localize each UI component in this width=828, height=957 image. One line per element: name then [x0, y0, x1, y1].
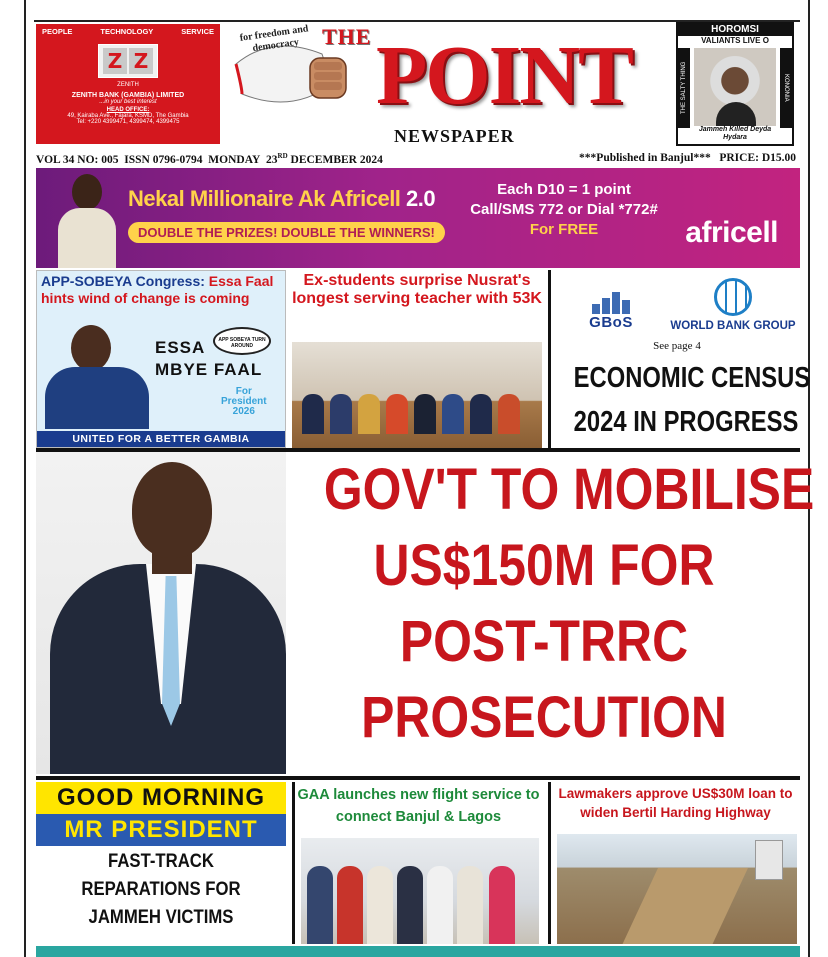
lead-line2: US$150M FOR [373, 533, 715, 598]
issue-issn: ISSN 0796-0794 [124, 153, 203, 166]
sobeya-portrait-suit [45, 367, 149, 429]
loan-photo [557, 834, 797, 944]
sobeya-name-line2: MBYE FAAL [155, 360, 263, 379]
gbos-bars-icon [563, 290, 659, 314]
teaser-nusrat[interactable] [292, 270, 542, 448]
masthead-subtitle: NEWSPAPER [394, 126, 515, 146]
editorial-line2: MR PRESIDENT [36, 814, 286, 846]
zenith-logo [98, 44, 158, 78]
ad-headline [128, 186, 435, 212]
globe-icon [714, 278, 752, 316]
horomsi-side-right: KONONIA [780, 48, 792, 128]
photo-person [457, 866, 483, 944]
census-line2: 2024 IN PROGRESS [573, 406, 799, 438]
issue-weekday: MONDAY [208, 153, 261, 166]
horomsi-column[interactable] [676, 22, 794, 146]
newspaper-page [24, 0, 815, 957]
photo-person [367, 866, 393, 944]
photo-person [386, 394, 408, 434]
gbos-logo [563, 290, 659, 331]
horomsi-photo [694, 48, 776, 126]
photo-person [427, 866, 453, 944]
lead-headline [288, 452, 815, 756]
sobeya-year: 2026 [232, 406, 255, 417]
issue-day: 23 [266, 153, 278, 166]
sobeya-portrait-head [71, 325, 111, 371]
bank-slogan: ...in your best interest [99, 99, 157, 105]
horomsi-caption: Jammeh Killed Deyda Hydara [698, 126, 772, 141]
bottom-row [36, 782, 800, 944]
zenith-logo-label: ZENITH [117, 82, 139, 88]
africell-ad[interactable] [36, 168, 800, 268]
lead-photo-head [132, 462, 212, 558]
sobeya-for: For [235, 386, 252, 397]
sobeya-label: APP-SOBEYA Congress: [41, 273, 205, 289]
photo-person [330, 394, 352, 434]
worldbank-logo [663, 278, 803, 332]
sobeya-president: President [221, 396, 267, 407]
editorial-sub1: FAST-TRACK [108, 851, 214, 872]
photo-person [337, 866, 363, 944]
editorial-good-morning[interactable] [36, 782, 286, 944]
lead-line1: GOV'T TO MOBILISE [323, 457, 815, 522]
tag-people: PEOPLE [42, 27, 73, 36]
photo-person [302, 394, 324, 434]
issue-volume-number: VOL 34 NO: 005 [36, 153, 119, 166]
loan-photo-building [755, 840, 783, 880]
gaa-photo [301, 838, 539, 944]
teaser-census[interactable] [548, 270, 811, 448]
editorial-sub3: JAMMEH VICTIMS [88, 907, 234, 928]
ad-model-head [72, 174, 102, 210]
ad-offer [454, 180, 674, 240]
sobeya-president-tag [221, 387, 267, 417]
horomsi-side-left: THE SALTY THING [678, 48, 690, 128]
masthead-the: THE [322, 24, 372, 49]
bank-phone: Tel: +220 4399471, 4399474, 4399475 [76, 119, 180, 125]
masthead [226, 22, 666, 148]
issue-volume [36, 152, 383, 166]
sobeya-name-line1: ESSA [155, 338, 206, 357]
lead-photo [36, 452, 286, 774]
lead-line4: PROSECUTION [361, 685, 727, 750]
photo-person [307, 866, 333, 944]
lead-line3: POST-TRRC [399, 609, 689, 674]
zenith-logo-z2: Z [129, 48, 153, 74]
photo-person [442, 394, 464, 434]
photo-person [498, 394, 520, 434]
sobeya-candidate-name [155, 337, 262, 381]
loan-headline: Lawmakers approve US$30M loan to widen Bertil Harding Highway [558, 786, 793, 820]
divider [36, 776, 800, 780]
loan-photo-road [616, 868, 748, 944]
issue-price: PRICE: D15.00 [719, 152, 796, 164]
tag-service: SERVICE [181, 27, 214, 36]
teaser-row [36, 270, 811, 450]
gbos-label: GBoS [589, 314, 633, 331]
nusrat-headline: Ex-students surprise Nusrat's longest serving teacher with 53K [292, 272, 542, 307]
ad-headline-text: Nekal Millionaire Ak Africell [128, 186, 401, 211]
editorial-sub2: REPARATIONS FOR [81, 879, 241, 900]
ad-pill: DOUBLE THE PRIZES! DOUBLE THE WINNERS! [128, 222, 445, 243]
nusrat-photo [292, 342, 542, 448]
ad-dial: Call/SMS 772 or Dial *772# [470, 201, 658, 218]
issue-right [579, 152, 796, 166]
story-loan[interactable] [548, 782, 800, 944]
masthead-slogan: for freedom and democracy [239, 23, 310, 55]
ad-model-body [58, 208, 116, 268]
bank-tags [36, 27, 220, 36]
sobeya-headline-text: Essa Faal hints wind of change is coming [41, 273, 274, 306]
masthead-title: POINT [376, 29, 633, 122]
teaser-sobeya[interactable] [36, 270, 286, 448]
ad-headline-version: 2.0 [406, 186, 436, 211]
sobeya-party-badge: APP SOBEYA TURN AROUND [213, 327, 271, 355]
tag-technology: TECHNOLOGY [100, 27, 154, 36]
bank-address: 49, Kairaba Ave., Fajara, KSMD, The Gambia [67, 113, 189, 119]
ad-model [52, 172, 122, 268]
story-gaa[interactable] [292, 782, 542, 944]
bank-office-label: HEAD OFFICE: [106, 107, 150, 113]
photo-person [397, 866, 423, 944]
horomsi-subtitle: VALIANTS LIVE O [701, 36, 769, 45]
zenith-logo-z1: Z [103, 48, 127, 74]
census-line1: ECONOMIC CENSUS [573, 362, 811, 394]
sobeya-band: UNITED FOR A BETTER GAMBIA [37, 431, 285, 447]
worldbank-label: WORLD BANK GROUP [670, 320, 796, 332]
issue-published: ***Published in Banjul*** [579, 152, 711, 164]
horomsi-title: HOROMSI [678, 24, 792, 36]
editorial-line1: GOOD MORNING [36, 782, 286, 814]
photo-person [358, 394, 380, 434]
bank-name: ZENITH BANK (GAMBIA) LIMITED [71, 92, 185, 99]
africell-logo: africell [685, 216, 778, 249]
lead-story[interactable] [36, 452, 815, 774]
issue-day-suffix: RD [277, 152, 288, 160]
zenith-bank-ad[interactable] [36, 24, 220, 144]
editorial-sub [51, 848, 271, 932]
issue-month-year: DECEMBER 2024 [290, 153, 383, 166]
gaa-headline: GAA launches new flight service to connect Banjul & Lagos [297, 787, 540, 825]
census-headline [573, 356, 811, 444]
census-see-page: See page 4 [653, 340, 701, 352]
ad-points: Each D10 = 1 point [497, 181, 631, 198]
photo-person [414, 394, 436, 434]
ad-free: For FREE [529, 221, 599, 238]
footer-strip [36, 946, 800, 957]
sobeya-portrait [41, 321, 153, 431]
photo-person [470, 394, 492, 434]
photo-person [489, 866, 515, 944]
sobeya-headline [37, 271, 285, 309]
issue-info-bar [36, 152, 796, 166]
